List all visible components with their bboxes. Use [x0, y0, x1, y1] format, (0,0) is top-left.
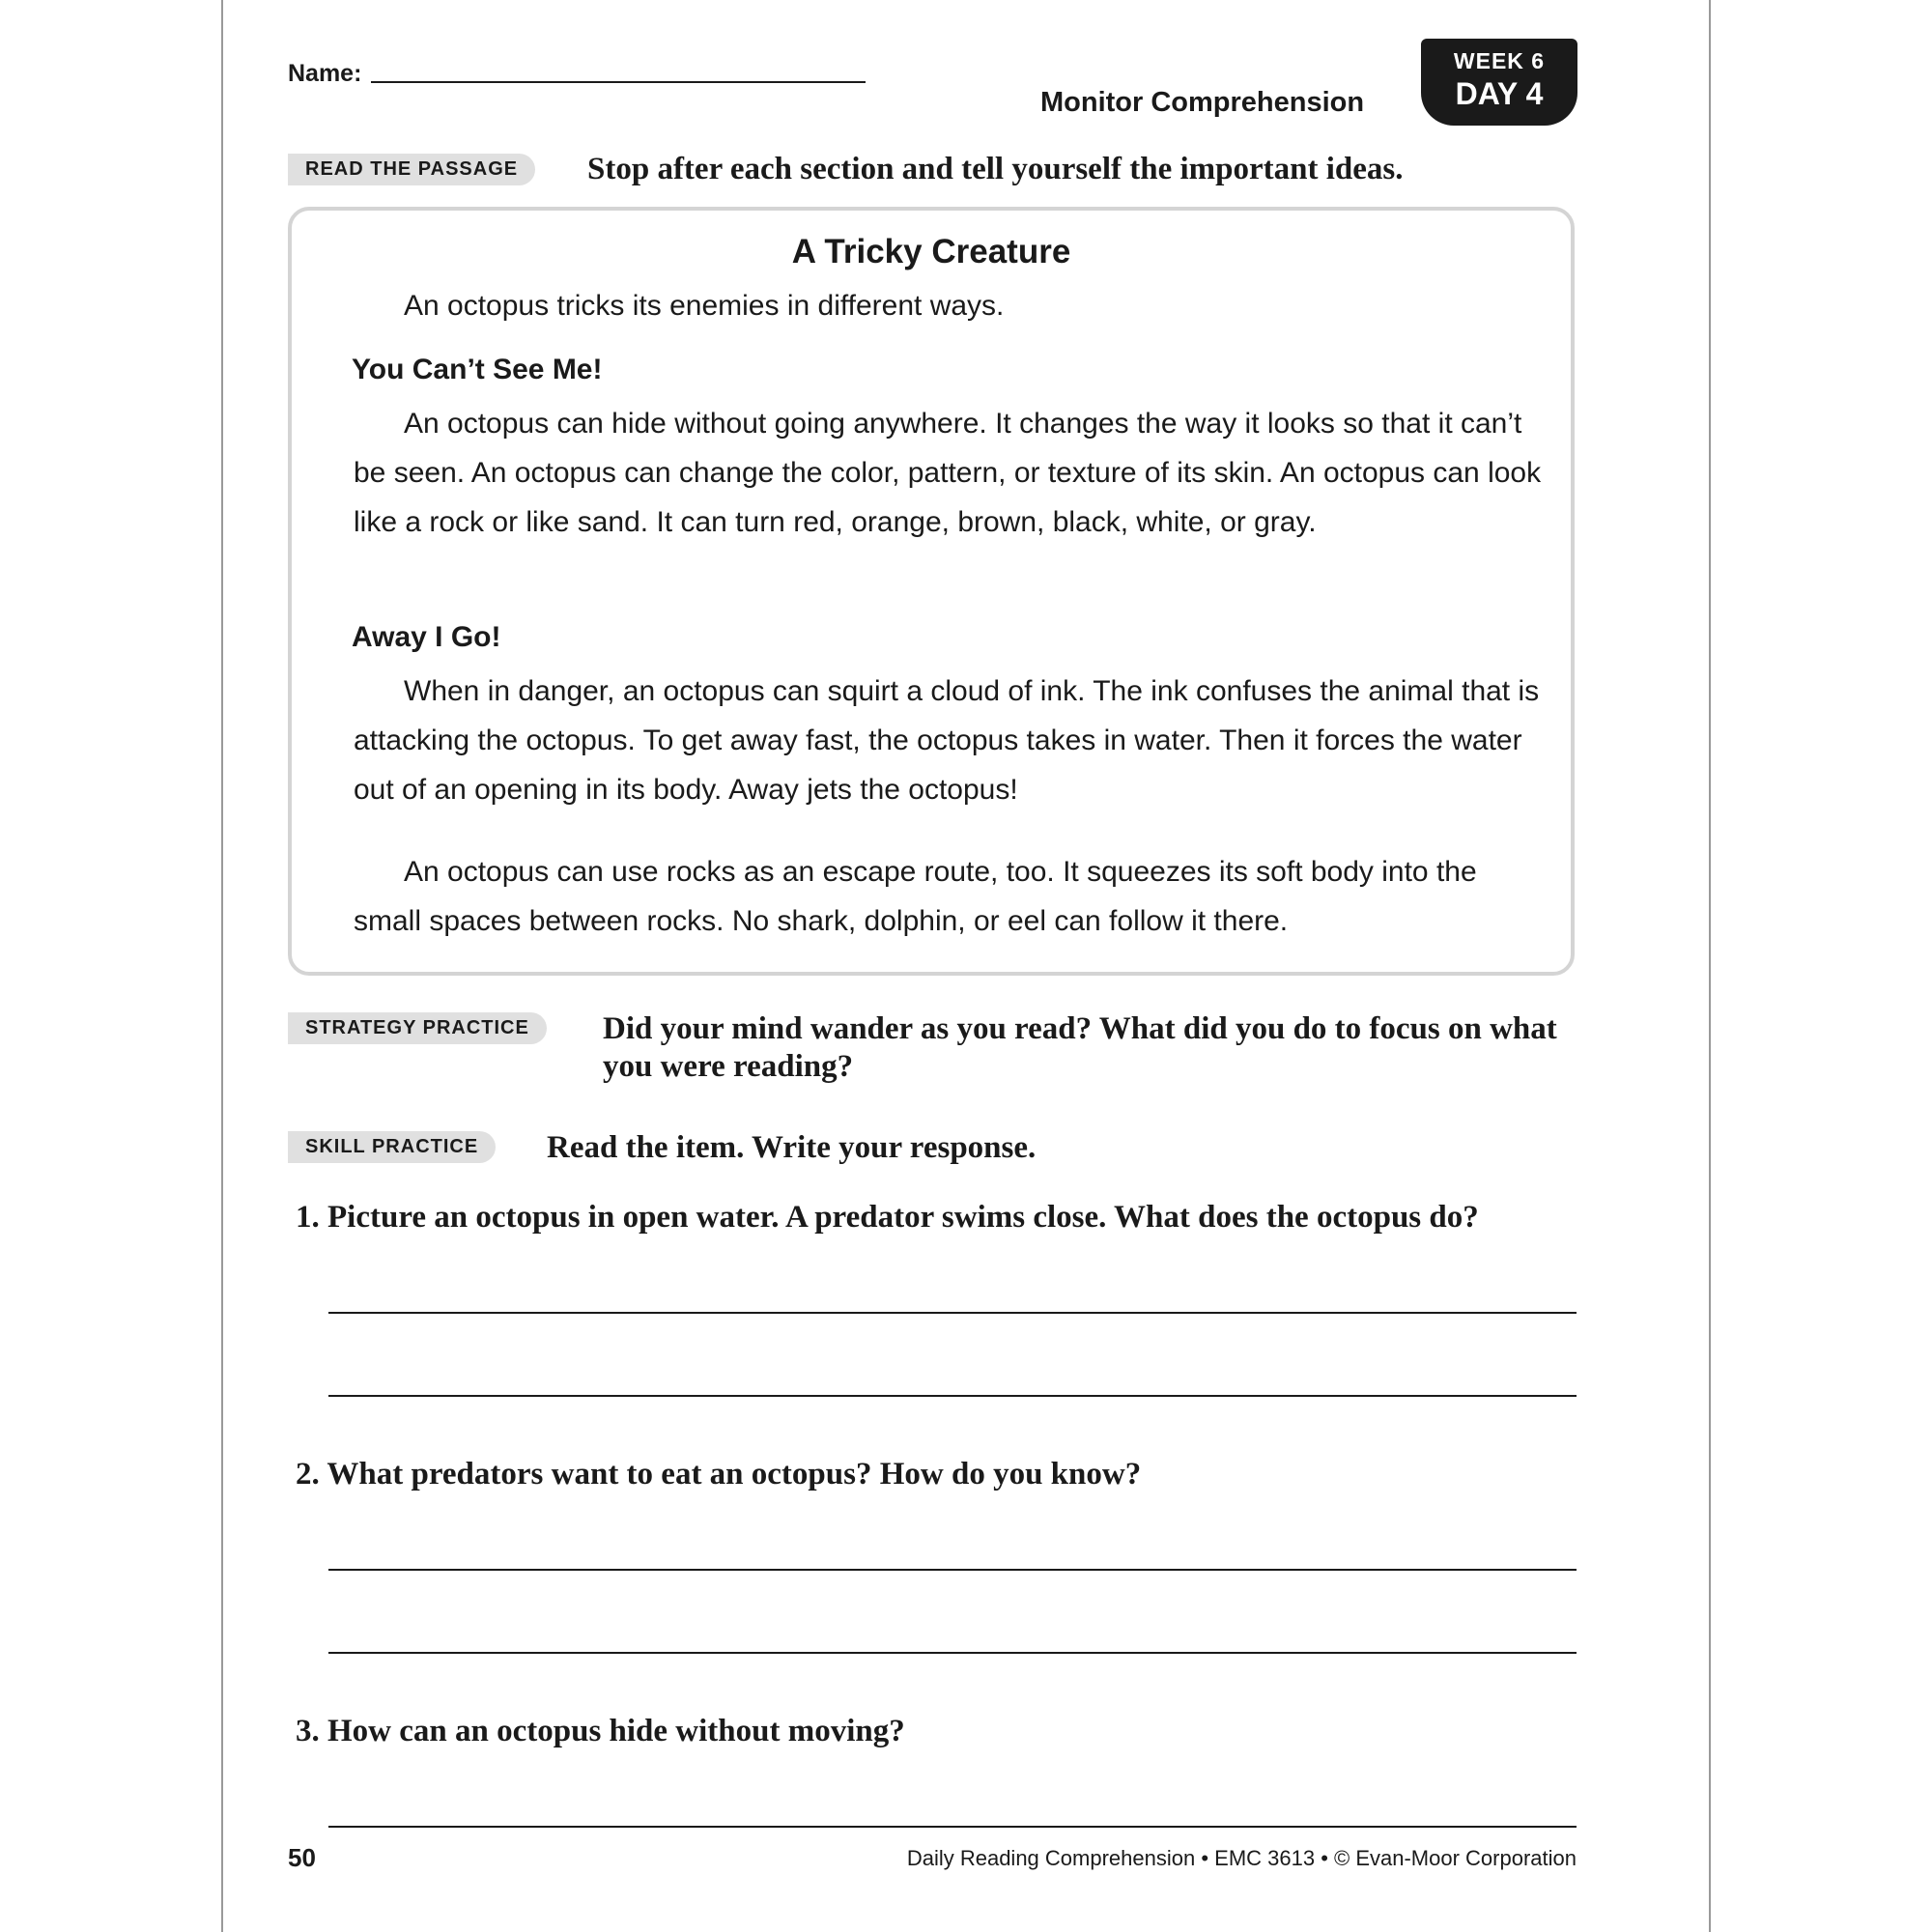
passage-intro: An octopus tricks its enemies in different ways. [404, 290, 1005, 322]
week-label: WEEK 6 [1453, 48, 1546, 73]
passage-title: A Tricky Creature [791, 233, 1071, 270]
read-passage-instruction: Stop after each section and tell yourself the important ideas. [587, 152, 1404, 186]
question-3: 3. How can an octopus hide without moving? [296, 1714, 905, 1748]
answer-line[interactable] [328, 1652, 1577, 1654]
section-heading-2: Away I Go! [352, 621, 501, 653]
answer-line[interactable] [328, 1826, 1577, 1828]
answer-line[interactable] [328, 1312, 1577, 1314]
answer-line[interactable] [328, 1569, 1577, 1571]
week-day-tab [1421, 39, 1577, 126]
strategy-practice-label: STRATEGY PRACTICE [288, 1012, 547, 1044]
page-edge-left [221, 0, 223, 1932]
question-1: 1. Picture an octopus in open water. A predator swims close. What does the octopus do? [296, 1200, 1479, 1235]
skill-title: Monitor Comprehension [1040, 87, 1365, 118]
skill-practice-label: SKILL PRACTICE [288, 1131, 496, 1163]
section-paragraph-2: When in danger, an octopus can squirt a cloud of ink. The ink confuses the animal that is attacking the octopus. To get away fast, the octopus takes in water. Then it forces the water out of an opening in its body. Away jets the octopus! [354, 675, 1540, 806]
page-number: 50 [288, 1843, 316, 1872]
page-edge-right [1709, 0, 1711, 1932]
section-paragraph-1: An octopus can hide without going anywhere. It changes the way it looks so that it can’t be seen. An octopus can change the color, pattern, or texture of its skin. An octopus can look like a rock or like sand. It can turn red, orange, brown, black, white, or gray. [354, 408, 1542, 538]
skill-practice-instruction: Read the item. Write your response. [547, 1130, 1037, 1165]
footer-credit: Daily Reading Comprehension • EMC 3613 • © Evan-Moor Corporation [906, 1846, 1577, 1870]
name-label: Name: [288, 60, 362, 87]
question-2: 2. What predators want to eat an octopus? How do you know? [296, 1457, 1142, 1492]
strategy-practice-instruction: Did your mind wander as you read? What did you do to focus on what you were reading? [603, 1011, 1557, 1084]
answer-line[interactable] [328, 1395, 1577, 1397]
name-field-line[interactable] [371, 81, 866, 83]
day-label: DAY 4 [1455, 76, 1544, 111]
read-passage-label: READ THE PASSAGE [288, 154, 535, 185]
section-heading-1: You Can’t See Me! [352, 354, 603, 385]
section-paragraph-3: An octopus can use rocks as an escape route, too. It squeezes its soft body into the small spaces between rocks. No shark, dolphin, or eel can follow it there. [354, 856, 1477, 937]
